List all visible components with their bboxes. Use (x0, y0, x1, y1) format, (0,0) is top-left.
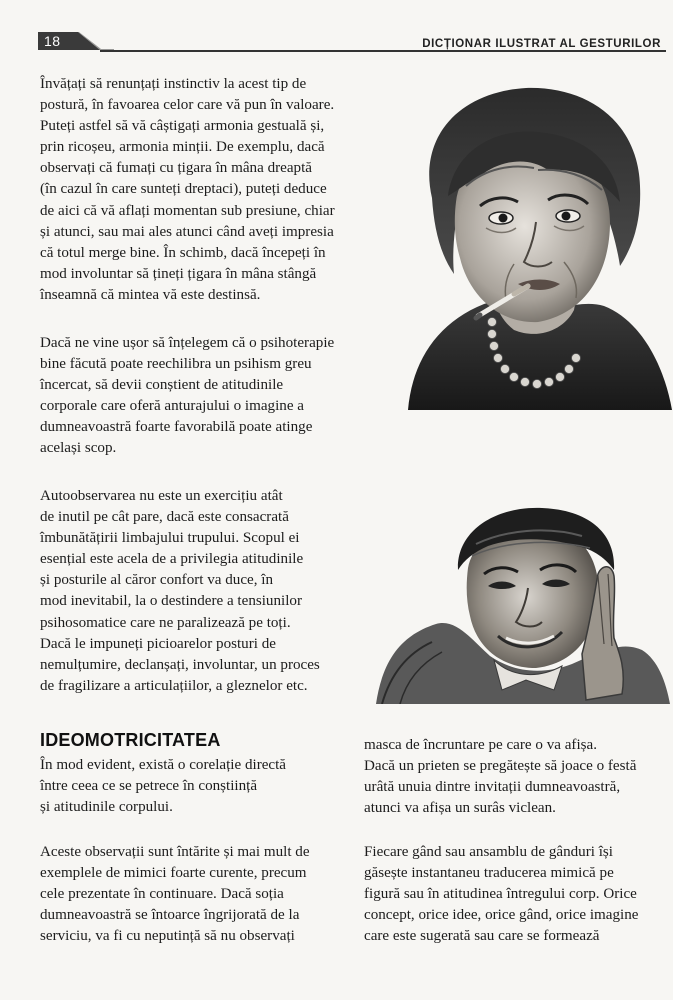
header-rule (100, 50, 666, 52)
woman-smoking-illustration (388, 78, 672, 410)
section-paragraph: masca de încruntare pe care o va afișa. Dacă un prieten se pregătește să joace o festă urâtă unuia dintre invitații dumneavoastră, atunci va afișa un surâs viclean. (364, 737, 637, 817)
section-paragraph: Aceste observații sunt întărite și mai mult de exemplele de mimici foarte curente, precum cele prezentate în continuare. Dacă soția dumneavoastră se întoarce îngrijorată de la serviciu, va fi cu neputință să nu observați (40, 844, 310, 945)
section-title: IDEOMOTRICITATEA (40, 730, 221, 750)
body-paragraph: Dacă ne vine ușor să înțelegem că o psihoterapie bine făcută poate reechilibra un psihism greu încercat, să devii conștient de atitudinile corporale care oferă anturajului o imagine a dumneavoastră foarte favorabilă poate atinge același scop. (40, 335, 335, 457)
body-paragraph: Autoobservarea nu este un exercițiu atât de inutil pe cât pare, dacă este consacrată îmbunătățirii limbajului trupului. Scopul ei esențial este acela de a privilegia atitudinile și posturile al căror confort va duce, în mod inevitabil, la o destindere a tensiunilor psihosomatice care ne paralizează pe toți. Dacă le impuneți picioarelor posturi de nemulțumire, declanșați, involuntar, un proces de fragilizare a articulațiilor, a gleznelor etc. (40, 488, 320, 694)
page-number: 18 (44, 33, 61, 49)
section-paragraph: În mod evident, există o corelație directă între ceea ce se petrece în conștiință și atitudinile corpului. (40, 757, 287, 816)
section-paragraph: Fiecare gând sau ansamblu de gânduri își găsește instantaneu traducerea mimică pe figură sau în atitudinea întregului corp. Orice concept, orice idee, orice gând, orice imagine care este sugerată sau care se formează (364, 844, 639, 945)
body-paragraph: Învățați să renunțați instinctiv la acest tip de postură, în favoarea celor care vă pun în valoare. Puteți astfel să vă câștigați armonia gestuală și, prin ricoșeu, armonia minții. De exemplu, dacă observați că fumați cu țigara în mâna dreaptă (în cazul în care sunteți dreptaci), puteți deduce de aici că vă aflați momentan sub presiune, chiar și atunci, sau mai ales atunci când aveți impresia că totul merge bine. În schimb, dacă începeți în mod involuntar să țineți țigara în mâna stângă înseamnă că mintea vă este destinsă. (40, 76, 335, 303)
page-number-tab (38, 32, 114, 52)
running-title: DICȚIONAR ILUSTRAT AL GESTURILOR (422, 38, 661, 50)
man-sly-smile-illustration (376, 504, 670, 704)
page-header (0, 0, 673, 60)
